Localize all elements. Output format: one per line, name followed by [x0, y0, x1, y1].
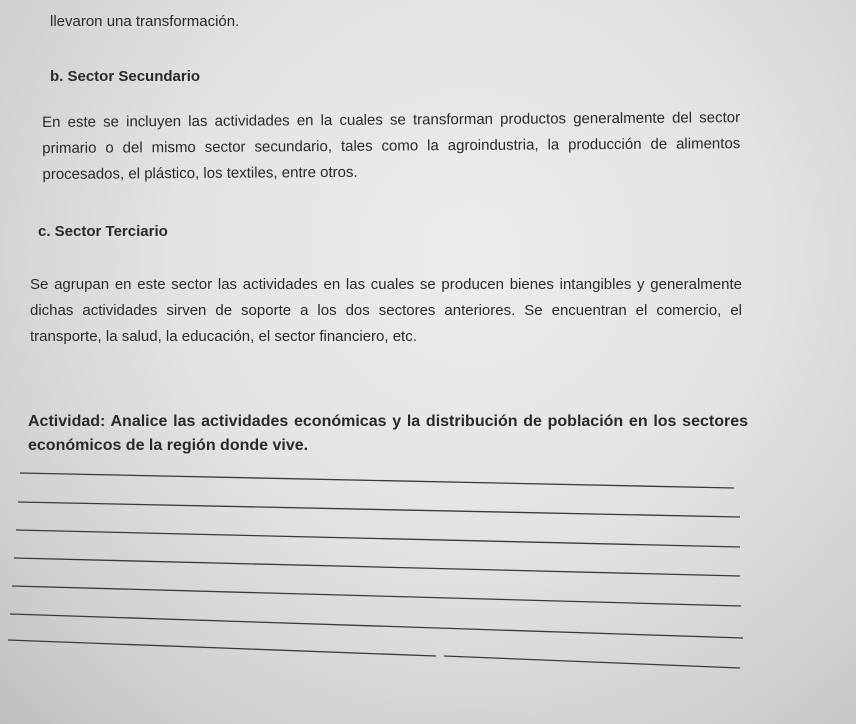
answer-line[interactable]	[8, 640, 436, 656]
heading-sector-secundario: b. Sector Secundario	[50, 68, 201, 85]
answer-line[interactable]	[14, 558, 740, 576]
paragraph-sector-terciario: Se agrupan en este sector las actividades en las cuales se producen bienes intangibles y generalmente dichas actividades sirven de soporte a los dos sectores anteriores. Se encuentran el comercio, el transporte, la salud, la educación, el sector financiero, etc.	[30, 276, 742, 345]
intro-line: llevaron una transformación.	[50, 13, 240, 30]
answer-line[interactable]	[16, 530, 740, 547]
heading-sector-terciario: c. Sector Terciario	[38, 223, 168, 240]
answer-line[interactable]	[444, 656, 740, 668]
activity-prompt: Actividad: Analice las actividades económicas y la distribución de población en los sectores económicos de la región donde vive.	[28, 413, 748, 454]
answer-line[interactable]	[18, 502, 740, 517]
paragraph-sector-secundario: En este se incluyen las actividades en la cuales se transforman productos generalmente del sector primario o del mismo sector secundario, tales como la agroindustria, la producción de alimentos procesados, el plástico, los textiles, entre otros.	[42, 109, 741, 183]
answer-line[interactable]	[12, 586, 741, 606]
answer-line[interactable]	[10, 614, 743, 638]
answer-line[interactable]	[20, 473, 734, 488]
